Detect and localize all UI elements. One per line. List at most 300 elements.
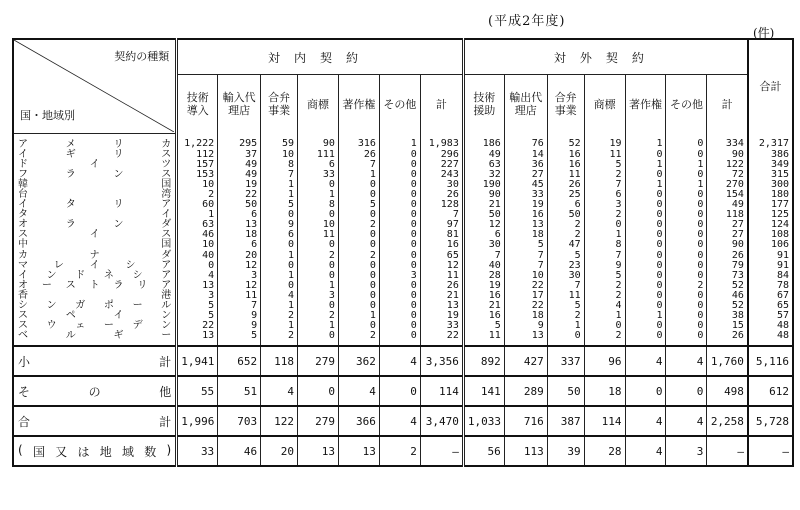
country-row [13, 291, 793, 301]
value-cell: 65 [420, 251, 463, 261]
inbound-col-header: 計 [420, 75, 463, 134]
value-cell: 270 [707, 180, 748, 190]
value-cell: 5 [338, 200, 379, 210]
value-cell: 84 [748, 271, 793, 281]
value-cell: 9 [504, 321, 547, 331]
row-label [13, 321, 177, 331]
value-cell: 5 [177, 311, 218, 321]
value-cell: 49 [218, 160, 261, 170]
value-cell: 315 [748, 170, 793, 180]
value-cell: 13 [177, 281, 218, 291]
value-cell: 13 [420, 301, 463, 311]
value-cell: 13 [504, 331, 547, 346]
value-cell: 16 [420, 240, 463, 250]
value-cell: 78 [748, 281, 793, 291]
country-row [13, 281, 793, 291]
row-label-text: 韓 国 [18, 178, 172, 190]
country-row [13, 230, 793, 240]
value-cell: 11 [547, 291, 584, 301]
value-cell: 0 [547, 331, 584, 346]
outbound-col-header: 技術援助 [463, 75, 504, 134]
value-cell: 0 [625, 271, 666, 281]
value-cell: 279 [298, 406, 339, 436]
value-cell: 16 [504, 210, 547, 220]
country-row [13, 160, 793, 170]
value-cell: 7 [504, 261, 547, 271]
value-cell: 18 [504, 230, 547, 240]
value-cell: 892 [463, 346, 504, 376]
value-cell: 4 [625, 436, 666, 466]
value-cell: 26 [420, 190, 463, 200]
value-cell: 0 [625, 281, 666, 291]
value-cell: 10 [504, 271, 547, 281]
value-cell: 30 [547, 271, 584, 281]
value-cell: 2 [177, 190, 218, 200]
row-label [13, 200, 177, 210]
value-cell: 96 [584, 346, 625, 376]
outbound-col-header: 輸出代理店 [504, 75, 547, 134]
value-cell: 2 [584, 331, 625, 346]
value-cell: 4 [666, 346, 707, 376]
value-cell: 47 [547, 240, 584, 250]
value-cell: 1,941 [177, 346, 218, 376]
row-label [13, 230, 177, 240]
value-cell: 279 [298, 346, 339, 376]
value-cell: 1 [261, 190, 298, 200]
country-row [13, 301, 793, 311]
value-cell: 90 [298, 133, 339, 150]
value-cell: 5 [584, 160, 625, 170]
value-cell: 106 [748, 240, 793, 250]
value-cell: 2 [379, 436, 420, 466]
value-cell: 0 [625, 230, 666, 240]
row-label-text: ス イ ス [18, 229, 172, 241]
value-cell: 0 [379, 301, 420, 311]
value-cell: 0 [261, 240, 298, 250]
grand-total-header: 合計 [748, 39, 793, 133]
value-cell: 0 [261, 210, 298, 220]
value-cell: 2 [261, 311, 298, 321]
value-cell: 0 [625, 220, 666, 230]
value-cell: 2 [338, 251, 379, 261]
value-cell: 0 [379, 220, 420, 230]
row-label-text: イ ン ド ネ シ ア [18, 269, 172, 281]
value-cell: 19 [584, 133, 625, 150]
value-cell: 13 [298, 436, 339, 466]
value-cell: 2 [338, 331, 379, 346]
value-cell: 11 [298, 230, 339, 240]
value-cell: 1,760 [707, 346, 748, 376]
value-cell: 3,356 [420, 346, 463, 376]
value-cell: 316 [338, 133, 379, 150]
value-cell: 0 [379, 210, 420, 220]
value-cell: 6 [547, 200, 584, 210]
value-cell: 23 [547, 261, 584, 271]
value-cell: 2,317 [748, 133, 793, 150]
value-cell: 1 [177, 210, 218, 220]
value-cell: 26 [338, 150, 379, 160]
row-label-text: シ ン ガ ポ ー ル [18, 300, 172, 311]
value-cell: 0 [338, 321, 379, 331]
value-cell: 295 [218, 133, 261, 150]
value-cell: 63 [463, 160, 504, 170]
value-cell: 91 [748, 261, 793, 271]
value-cell: 8 [584, 240, 625, 250]
value-cell: 49 [707, 200, 748, 210]
value-cell: 0 [625, 321, 666, 331]
value-cell: — [707, 436, 748, 466]
value-cell: 18 [218, 230, 261, 240]
value-cell: 1 [584, 230, 625, 240]
value-cell: 111 [298, 150, 339, 160]
value-cell: 243 [420, 170, 463, 180]
value-cell: 4 [261, 376, 298, 406]
value-cell: 113 [504, 436, 547, 466]
value-cell: 0 [625, 240, 666, 250]
row-label-text: オ ラ ン ダ [18, 219, 172, 231]
value-cell: 4 [338, 376, 379, 406]
inbound-col-header: 技術導入 [177, 75, 218, 134]
value-cell: 4 [584, 301, 625, 311]
row-label-text: ス ウ ェ ー デ ン [18, 320, 172, 332]
value-cell: 3 [218, 271, 261, 281]
header-corner [13, 39, 177, 133]
value-cell: 1 [666, 180, 707, 190]
value-cell: 7 [504, 251, 547, 261]
value-cell: 11 [463, 331, 504, 346]
value-cell: 5,116 [748, 346, 793, 376]
value-cell: 0 [379, 291, 420, 301]
value-cell: 16 [547, 150, 584, 160]
value-cell: 0 [625, 150, 666, 160]
value-cell: 55 [177, 376, 218, 406]
value-cell: 8 [261, 160, 298, 170]
value-cell: 21 [420, 291, 463, 301]
summary-row [13, 346, 793, 376]
country-row [13, 271, 793, 281]
value-cell: 0 [261, 261, 298, 271]
value-cell: 2 [584, 210, 625, 220]
value-cell: 0 [666, 261, 707, 271]
value-cell: 12 [420, 261, 463, 271]
value-cell: 19 [218, 180, 261, 190]
value-cell: 498 [707, 376, 748, 406]
value-cell: 2 [547, 230, 584, 240]
value-cell: 33 [298, 170, 339, 180]
value-cell: 349 [748, 160, 793, 170]
value-cell: 90 [707, 150, 748, 160]
value-cell: 11 [547, 170, 584, 180]
value-cell: 22 [218, 190, 261, 200]
country-row [13, 321, 793, 331]
value-cell: 0 [338, 230, 379, 240]
value-cell: 13 [218, 220, 261, 230]
value-cell: 366 [338, 406, 379, 436]
value-cell: 16 [463, 311, 504, 321]
value-cell: 3 [584, 200, 625, 210]
row-label [13, 291, 177, 301]
value-cell: 9 [218, 311, 261, 321]
value-cell: 6 [298, 160, 339, 170]
value-cell: 141 [463, 376, 504, 406]
outbound-col-header: 計 [707, 75, 748, 134]
value-cell: 7 [261, 170, 298, 180]
unit-label: (件) [753, 26, 775, 40]
country-row [13, 133, 793, 150]
country-row [13, 180, 793, 190]
value-cell: 0 [666, 331, 707, 346]
row-label-text: イ ギ リ ス [18, 148, 172, 160]
row-label-text: 中 国 [18, 239, 172, 251]
value-cell: 652 [218, 346, 261, 376]
value-cell: 0 [338, 301, 379, 311]
row-label [13, 133, 177, 150]
row-label-text: 小 計 [18, 354, 172, 369]
country-row [13, 210, 793, 220]
value-cell: 1,033 [463, 406, 504, 436]
value-cell: 0 [338, 281, 379, 291]
value-cell: 0 [379, 261, 420, 271]
value-cell: 0 [298, 210, 339, 220]
value-cell: 0 [298, 376, 339, 406]
value-cell: 0 [666, 291, 707, 301]
value-cell: 14 [504, 150, 547, 160]
value-cell: 1 [298, 281, 339, 291]
value-cell: 46 [177, 230, 218, 240]
value-cell: 122 [261, 406, 298, 436]
value-cell: 45 [504, 180, 547, 190]
value-cell: 1 [666, 160, 707, 170]
value-cell: 2 [338, 220, 379, 230]
row-label-text: 香 港 [18, 289, 172, 301]
contracts-table [12, 38, 794, 467]
value-cell: 22 [177, 321, 218, 331]
value-cell: 33 [504, 190, 547, 200]
row-label-text: フ ラ ン ス [18, 168, 172, 180]
value-cell: 63 [177, 220, 218, 230]
value-cell: 289 [504, 376, 547, 406]
value-cell: 0 [379, 230, 420, 240]
value-cell: 10 [177, 180, 218, 190]
value-cell: 0 [379, 180, 420, 190]
row-label-text: カ ナ ダ [18, 249, 172, 261]
value-cell: 2 [261, 331, 298, 346]
value-cell: 180 [748, 190, 793, 200]
row-label [13, 301, 177, 311]
value-cell: 2 [584, 291, 625, 301]
value-cell: 0 [379, 331, 420, 346]
value-cell: 0 [625, 210, 666, 220]
value-cell: 1 [261, 321, 298, 331]
value-cell: 0 [625, 251, 666, 261]
value-cell: 5 [463, 321, 504, 331]
value-cell: 0 [379, 170, 420, 180]
row-label [13, 261, 177, 271]
value-cell: 114 [420, 376, 463, 406]
value-cell: 5 [218, 331, 261, 346]
value-cell: 0 [379, 190, 420, 200]
value-cell: 2 [547, 220, 584, 230]
value-cell: 0 [584, 220, 625, 230]
inbound-group-header: 対内契約 [177, 39, 464, 75]
summary-row [13, 406, 793, 436]
value-cell: 33 [420, 321, 463, 331]
value-cell: 30 [420, 180, 463, 190]
value-cell: 118 [707, 210, 748, 220]
value-cell: 0 [379, 150, 420, 160]
value-cell: 5 [547, 251, 584, 261]
row-label-text: オ ー ス ト ラ リ ア [18, 279, 172, 291]
value-cell: 0 [666, 200, 707, 210]
value-cell: 81 [420, 230, 463, 240]
value-cell: 4 [261, 291, 298, 301]
value-cell: 1 [298, 321, 339, 331]
value-cell: 73 [707, 271, 748, 281]
value-cell: 7 [547, 281, 584, 291]
value-cell: 0 [666, 210, 707, 220]
inbound-col-header: 合弁事業 [261, 75, 298, 134]
value-cell: 22 [504, 281, 547, 291]
value-cell: 65 [748, 301, 793, 311]
row-label-text: ア メ リ カ [18, 138, 172, 150]
value-cell: 0 [666, 230, 707, 240]
region-label: 国・地域別 [20, 108, 75, 122]
value-cell: 0 [338, 240, 379, 250]
value-cell: 6 [218, 240, 261, 250]
value-cell: 0 [584, 321, 625, 331]
country-row [13, 331, 793, 346]
value-cell: 5,728 [748, 406, 793, 436]
value-cell: 50 [218, 200, 261, 210]
value-cell: 5 [177, 301, 218, 311]
row-label [13, 180, 177, 190]
value-cell: 190 [463, 180, 504, 190]
value-cell: 1 [547, 321, 584, 331]
value-cell: 9 [584, 261, 625, 271]
value-cell: 21 [463, 301, 504, 311]
value-cell: 6 [463, 230, 504, 240]
value-cell: 48 [748, 321, 793, 331]
row-label [13, 160, 177, 170]
value-cell: 7 [338, 160, 379, 170]
value-cell: 0 [666, 240, 707, 250]
value-cell: 1 [625, 180, 666, 190]
row-label-text: そ の 他 [18, 384, 172, 399]
row-label [13, 311, 177, 321]
value-cell: 334 [707, 133, 748, 150]
value-cell: 0 [666, 251, 707, 261]
value-cell: 79 [707, 261, 748, 271]
value-cell: 52 [707, 301, 748, 311]
value-cell: 5 [547, 301, 584, 311]
value-cell: 0 [625, 376, 666, 406]
value-cell: 27 [707, 220, 748, 230]
value-cell: 90 [463, 190, 504, 200]
value-cell: 0 [666, 220, 707, 230]
value-cell: 20 [218, 251, 261, 261]
country-row [13, 220, 793, 230]
inbound-col-header: 商標 [298, 75, 339, 134]
value-cell: 50 [547, 210, 584, 220]
value-cell: 3 [177, 291, 218, 301]
value-cell: 154 [707, 190, 748, 200]
value-cell: 8 [298, 200, 339, 210]
value-cell: 38 [707, 311, 748, 321]
outbound-col-header: 合弁事業 [547, 75, 584, 134]
value-cell: 12 [463, 220, 504, 230]
country-row [13, 170, 793, 180]
value-cell: 11 [218, 291, 261, 301]
value-cell: 0 [338, 271, 379, 281]
value-cell: 2 [584, 281, 625, 291]
value-cell: 157 [177, 160, 218, 170]
fiscal-year-label: (平成2年度) [488, 14, 566, 29]
value-cell: 46 [218, 436, 261, 466]
value-cell: 40 [463, 261, 504, 271]
value-cell: 427 [504, 346, 547, 376]
outbound-col-header: その他 [666, 75, 707, 134]
value-cell: 122 [707, 160, 748, 170]
value-cell: 4 [666, 406, 707, 436]
value-cell: 6 [218, 210, 261, 220]
value-cell: 0 [177, 261, 218, 271]
value-cell: 21 [463, 200, 504, 210]
value-cell: 17 [504, 291, 547, 301]
value-cell: 716 [504, 406, 547, 436]
row-label-text: タ イ [18, 209, 172, 221]
value-cell: 10 [177, 240, 218, 250]
value-cell: 1 [261, 180, 298, 190]
value-cell: 12 [218, 281, 261, 291]
value-cell: 4 [625, 406, 666, 436]
value-cell: 7 [218, 301, 261, 311]
value-cell: 26 [707, 331, 748, 346]
value-cell: 362 [338, 346, 379, 376]
value-cell: 0 [666, 311, 707, 321]
value-cell: 52 [707, 281, 748, 291]
value-cell: 5 [504, 240, 547, 250]
value-cell: 10 [298, 220, 339, 230]
value-cell: 12 [218, 261, 261, 271]
value-cell: 91 [748, 251, 793, 261]
row-label-text: ド イ ツ [18, 158, 172, 170]
value-cell: 0 [379, 251, 420, 261]
value-cell: 1 [625, 311, 666, 321]
value-cell: 2 [547, 311, 584, 321]
row-label-text: 台 湾 [18, 188, 172, 200]
value-cell: 30 [463, 240, 504, 250]
value-cell: 59 [261, 133, 298, 150]
row-label [13, 436, 177, 466]
value-cell: 1 [261, 301, 298, 311]
value-cell: 0 [666, 133, 707, 150]
value-cell: 11 [420, 271, 463, 281]
row-label-text: イ タ リ ア [18, 199, 172, 211]
value-cell: 0 [666, 321, 707, 331]
country-row [13, 261, 793, 271]
value-cell: 703 [218, 406, 261, 436]
value-cell: 97 [420, 220, 463, 230]
value-cell: 39 [547, 436, 584, 466]
value-cell: 0 [379, 160, 420, 170]
value-cell: 386 [748, 150, 793, 160]
row-label [13, 406, 177, 436]
value-cell: 56 [463, 436, 504, 466]
value-cell: 0 [625, 301, 666, 311]
value-cell: 0 [338, 291, 379, 301]
value-cell: 20 [261, 436, 298, 466]
value-cell: 18 [504, 311, 547, 321]
